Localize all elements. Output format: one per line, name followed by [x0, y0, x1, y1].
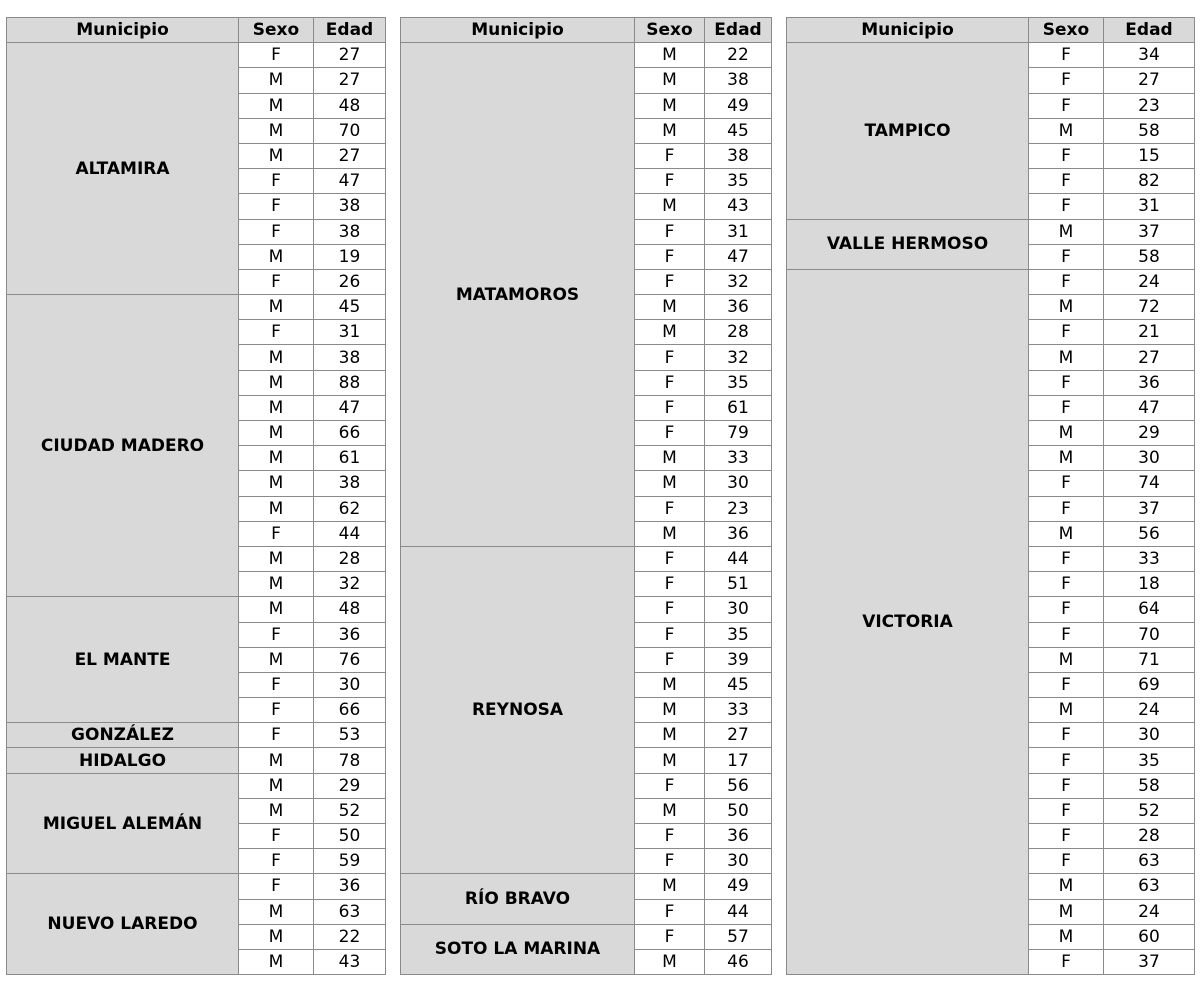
sexo-cell: M: [635, 874, 705, 899]
edad-cell: 70: [314, 118, 386, 143]
sexo-cell: F: [1029, 320, 1104, 345]
sexo-cell: F: [239, 219, 314, 244]
sexo-cell: F: [635, 597, 705, 622]
sexo-cell: M: [1029, 295, 1104, 320]
sexo-cell: M: [1029, 118, 1104, 143]
edad-cell: 47: [1104, 395, 1195, 420]
sexo-cell: F: [635, 824, 705, 849]
edad-cell: 38: [705, 143, 772, 168]
sexo-cell: F: [635, 773, 705, 798]
municipio-cell: HIDALGO: [7, 748, 239, 773]
sexo-cell: F: [635, 421, 705, 446]
edad-cell: 43: [314, 949, 386, 974]
edad-cell: 71: [1104, 647, 1195, 672]
sexo-cell: F: [1029, 194, 1104, 219]
table-row: [401, 924, 772, 949]
sexo-cell: M: [239, 597, 314, 622]
edad-cell: 27: [314, 43, 386, 68]
edad-cell: 28: [314, 546, 386, 571]
sexo-cell: F: [1029, 93, 1104, 118]
sexo-cell: M: [635, 698, 705, 723]
edad-cell: 82: [1104, 169, 1195, 194]
edad-cell: 49: [705, 93, 772, 118]
municipio-cell: VICTORIA: [787, 269, 1029, 974]
sexo-cell: M: [635, 93, 705, 118]
sexo-cell: M: [1029, 345, 1104, 370]
sexo-cell: F: [635, 370, 705, 395]
sexo-cell: M: [1029, 698, 1104, 723]
table-row: [401, 43, 772, 68]
edad-cell: 15: [1104, 143, 1195, 168]
edad-cell: 17: [705, 748, 772, 773]
edad-cell: 36: [705, 521, 772, 546]
edad-cell: 37: [1104, 219, 1195, 244]
sexo-cell: F: [239, 672, 314, 697]
edad-cell: 37: [1104, 496, 1195, 521]
edad-cell: 27: [1104, 345, 1195, 370]
sexo-cell: M: [239, 949, 314, 974]
edad-cell: 23: [1104, 93, 1195, 118]
sexo-cell: F: [239, 698, 314, 723]
sexo-cell: F: [1029, 143, 1104, 168]
sexo-cell: F: [635, 219, 705, 244]
sexo-cell: F: [635, 572, 705, 597]
edad-cell: 58: [1104, 773, 1195, 798]
municipio-cell: TAMPICO: [787, 43, 1029, 219]
sexo-cell: F: [1029, 798, 1104, 823]
table-body: [787, 43, 1195, 975]
edad-cell: 88: [314, 370, 386, 395]
sexo-cell: M: [239, 471, 314, 496]
edad-cell: 27: [705, 723, 772, 748]
edad-cell: 62: [314, 496, 386, 521]
table-row: [7, 43, 386, 68]
edad-cell: 24: [1104, 698, 1195, 723]
sexo-cell: F: [1029, 68, 1104, 93]
edad-cell: 78: [314, 748, 386, 773]
sexo-cell: M: [239, 295, 314, 320]
edad-cell: 19: [314, 244, 386, 269]
edad-cell: 33: [705, 446, 772, 471]
edad-cell: 27: [314, 68, 386, 93]
edad-cell: 58: [1104, 118, 1195, 143]
edad-cell: 27: [1104, 68, 1195, 93]
sexo-cell: M: [239, 446, 314, 471]
sexo-cell: M: [239, 93, 314, 118]
municipio-cell: MIGUEL ALEMÁN: [7, 773, 239, 874]
sexo-cell: F: [1029, 395, 1104, 420]
edad-cell: 52: [314, 798, 386, 823]
sexo-cell: F: [1029, 723, 1104, 748]
edad-cell: 69: [1104, 672, 1195, 697]
header-edad: Edad: [705, 18, 772, 43]
table-row: [7, 597, 386, 622]
edad-cell: 22: [314, 924, 386, 949]
sexo-cell: M: [239, 924, 314, 949]
sexo-cell: M: [635, 446, 705, 471]
edad-cell: 18: [1104, 572, 1195, 597]
sexo-cell: F: [1029, 572, 1104, 597]
edad-cell: 35: [705, 370, 772, 395]
edad-cell: 38: [314, 194, 386, 219]
edad-cell: 36: [705, 295, 772, 320]
edad-cell: 64: [1104, 597, 1195, 622]
edad-cell: 63: [1104, 874, 1195, 899]
header-sexo: Sexo: [1029, 18, 1104, 43]
edad-cell: 50: [314, 824, 386, 849]
edad-cell: 47: [705, 244, 772, 269]
edad-cell: 63: [1104, 849, 1195, 874]
sexo-cell: F: [1029, 849, 1104, 874]
edad-cell: 23: [705, 496, 772, 521]
table-row: [7, 295, 386, 320]
sexo-cell: M: [239, 395, 314, 420]
sexo-cell: F: [239, 521, 314, 546]
edad-cell: 34: [1104, 43, 1195, 68]
table-2: [400, 17, 772, 975]
municipio-cell: RÍO BRAVO: [401, 874, 635, 924]
edad-cell: 30: [1104, 723, 1195, 748]
sexo-cell: M: [635, 949, 705, 974]
edad-cell: 24: [1104, 899, 1195, 924]
sexo-cell: F: [1029, 773, 1104, 798]
sexo-cell: F: [635, 546, 705, 571]
edad-cell: 45: [705, 118, 772, 143]
sexo-cell: M: [239, 773, 314, 798]
edad-cell: 38: [314, 345, 386, 370]
edad-cell: 50: [705, 798, 772, 823]
table-row: [787, 219, 1195, 244]
sexo-cell: M: [239, 546, 314, 571]
table-body: [401, 43, 772, 975]
sexo-cell: M: [239, 798, 314, 823]
sexo-cell: F: [1029, 244, 1104, 269]
edad-cell: 48: [314, 93, 386, 118]
edad-cell: 30: [1104, 446, 1195, 471]
sexo-cell: F: [1029, 471, 1104, 496]
sexo-cell: F: [239, 849, 314, 874]
table-row: [7, 874, 386, 899]
edad-cell: 33: [705, 698, 772, 723]
sexo-cell: F: [1029, 748, 1104, 773]
edad-cell: 44: [705, 546, 772, 571]
municipio-cell: REYNOSA: [401, 546, 635, 873]
edad-cell: 60: [1104, 924, 1195, 949]
edad-cell: 45: [705, 672, 772, 697]
edad-cell: 32: [705, 345, 772, 370]
sexo-cell: M: [635, 672, 705, 697]
sexo-cell: M: [239, 496, 314, 521]
edad-cell: 32: [314, 572, 386, 597]
table-row: [787, 269, 1195, 294]
edad-cell: 36: [705, 824, 772, 849]
sexo-cell: F: [1029, 949, 1104, 974]
municipio-cell: NUEVO LAREDO: [7, 874, 239, 975]
sexo-cell: M: [635, 798, 705, 823]
sexo-cell: M: [635, 118, 705, 143]
edad-cell: 44: [705, 899, 772, 924]
header-municipio: Municipio: [787, 18, 1029, 43]
header-municipio: Municipio: [7, 18, 239, 43]
sexo-cell: F: [1029, 824, 1104, 849]
edad-cell: 61: [705, 395, 772, 420]
edad-cell: 59: [314, 849, 386, 874]
table-1: [6, 17, 386, 975]
edad-cell: 28: [1104, 824, 1195, 849]
sexo-cell: F: [1029, 546, 1104, 571]
sexo-cell: F: [635, 345, 705, 370]
edad-cell: 26: [314, 269, 386, 294]
table-body: [7, 43, 386, 975]
municipio-cell: GONZÁLEZ: [7, 723, 239, 748]
sexo-cell: M: [239, 370, 314, 395]
sexo-cell: M: [239, 118, 314, 143]
edad-cell: 30: [705, 471, 772, 496]
edad-cell: 57: [705, 924, 772, 949]
header-edad: Edad: [1104, 18, 1195, 43]
sexo-cell: F: [635, 143, 705, 168]
edad-cell: 35: [1104, 748, 1195, 773]
edad-cell: 38: [705, 68, 772, 93]
edad-cell: 38: [314, 219, 386, 244]
edad-cell: 30: [705, 597, 772, 622]
sexo-cell: F: [239, 194, 314, 219]
edad-cell: 36: [314, 874, 386, 899]
edad-cell: 39: [705, 647, 772, 672]
edad-cell: 51: [705, 572, 772, 597]
table-3: [786, 17, 1195, 975]
table-row: [401, 874, 772, 899]
edad-cell: 31: [1104, 194, 1195, 219]
sexo-cell: M: [239, 345, 314, 370]
sexo-cell: M: [1029, 874, 1104, 899]
table-row: [401, 546, 772, 571]
sexo-cell: M: [1029, 924, 1104, 949]
edad-cell: 29: [1104, 421, 1195, 446]
sexo-cell: F: [635, 924, 705, 949]
sexo-cell: F: [635, 849, 705, 874]
edad-cell: 22: [705, 43, 772, 68]
edad-cell: 74: [1104, 471, 1195, 496]
edad-cell: 31: [705, 219, 772, 244]
sexo-cell: M: [239, 748, 314, 773]
sexo-cell: M: [1029, 421, 1104, 446]
sexo-cell: F: [635, 647, 705, 672]
sexo-cell: M: [1029, 219, 1104, 244]
edad-cell: 49: [705, 874, 772, 899]
sexo-cell: F: [239, 43, 314, 68]
edad-cell: 56: [705, 773, 772, 798]
edad-cell: 43: [705, 194, 772, 219]
sexo-cell: M: [635, 521, 705, 546]
sexo-cell: M: [1029, 647, 1104, 672]
sexo-cell: F: [635, 899, 705, 924]
edad-cell: 33: [1104, 546, 1195, 571]
edad-cell: 52: [1104, 798, 1195, 823]
sexo-cell: M: [635, 748, 705, 773]
edad-cell: 30: [705, 849, 772, 874]
edad-cell: 53: [314, 723, 386, 748]
sexo-cell: M: [239, 572, 314, 597]
edad-cell: 70: [1104, 622, 1195, 647]
sexo-cell: F: [635, 269, 705, 294]
sexo-cell: M: [239, 68, 314, 93]
sexo-cell: F: [239, 320, 314, 345]
municipio-cell: VALLE HERMOSO: [787, 219, 1029, 269]
sexo-cell: M: [239, 244, 314, 269]
edad-cell: 36: [1104, 370, 1195, 395]
edad-cell: 63: [314, 899, 386, 924]
sexo-cell: M: [1029, 899, 1104, 924]
edad-cell: 76: [314, 647, 386, 672]
municipio-cell: CIUDAD MADERO: [7, 295, 239, 597]
edad-cell: 47: [314, 169, 386, 194]
edad-cell: 48: [314, 597, 386, 622]
edad-cell: 32: [705, 269, 772, 294]
edad-cell: 58: [1104, 244, 1195, 269]
sexo-cell: F: [1029, 597, 1104, 622]
header-edad: Edad: [314, 18, 386, 43]
sexo-cell: M: [239, 143, 314, 168]
edad-cell: 31: [314, 320, 386, 345]
sexo-cell: F: [1029, 496, 1104, 521]
sexo-cell: F: [239, 622, 314, 647]
edad-cell: 66: [314, 421, 386, 446]
header-sexo: Sexo: [239, 18, 314, 43]
sexo-cell: F: [239, 824, 314, 849]
sexo-cell: F: [635, 169, 705, 194]
edad-cell: 47: [314, 395, 386, 420]
sexo-cell: F: [1029, 269, 1104, 294]
header-sexo: Sexo: [635, 18, 705, 43]
sexo-cell: M: [239, 899, 314, 924]
municipio-cell: ALTAMIRA: [7, 43, 239, 295]
edad-cell: 56: [1104, 521, 1195, 546]
sexo-cell: M: [635, 194, 705, 219]
header-municipio: Municipio: [401, 18, 635, 43]
sexo-cell: F: [239, 169, 314, 194]
table-row: [787, 43, 1195, 68]
sexo-cell: F: [1029, 672, 1104, 697]
edad-cell: 36: [314, 622, 386, 647]
sexo-cell: F: [239, 269, 314, 294]
sexo-cell: F: [239, 723, 314, 748]
sexo-cell: M: [1029, 521, 1104, 546]
sexo-cell: F: [1029, 370, 1104, 395]
edad-cell: 24: [1104, 269, 1195, 294]
sexo-cell: F: [1029, 622, 1104, 647]
sexo-cell: M: [635, 471, 705, 496]
edad-cell: 45: [314, 295, 386, 320]
sexo-cell: M: [635, 723, 705, 748]
edad-cell: 21: [1104, 320, 1195, 345]
edad-cell: 35: [705, 622, 772, 647]
edad-cell: 28: [705, 320, 772, 345]
edad-cell: 35: [705, 169, 772, 194]
edad-cell: 27: [314, 143, 386, 168]
edad-cell: 29: [314, 773, 386, 798]
sexo-cell: F: [635, 496, 705, 521]
sexo-cell: M: [239, 647, 314, 672]
edad-cell: 30: [314, 672, 386, 697]
table-row: [7, 748, 386, 773]
sexo-cell: F: [635, 622, 705, 647]
sexo-cell: F: [1029, 43, 1104, 68]
municipio-cell: MATAMOROS: [401, 43, 635, 547]
sexo-cell: M: [635, 43, 705, 68]
edad-cell: 72: [1104, 295, 1195, 320]
municipio-cell: EL MANTE: [7, 597, 239, 723]
sexo-cell: M: [635, 320, 705, 345]
edad-cell: 38: [314, 471, 386, 496]
table-row: [7, 723, 386, 748]
sexo-cell: F: [635, 244, 705, 269]
table-row: [7, 773, 386, 798]
sexo-cell: F: [239, 874, 314, 899]
edad-cell: 46: [705, 949, 772, 974]
edad-cell: 66: [314, 698, 386, 723]
municipio-cell: SOTO LA MARINA: [401, 924, 635, 974]
sexo-cell: M: [1029, 446, 1104, 471]
sexo-cell: F: [1029, 169, 1104, 194]
edad-cell: 61: [314, 446, 386, 471]
edad-cell: 44: [314, 521, 386, 546]
sexo-cell: M: [239, 421, 314, 446]
edad-cell: 37: [1104, 949, 1195, 974]
edad-cell: 79: [705, 421, 772, 446]
sexo-cell: M: [635, 68, 705, 93]
sexo-cell: F: [635, 395, 705, 420]
sexo-cell: M: [635, 295, 705, 320]
